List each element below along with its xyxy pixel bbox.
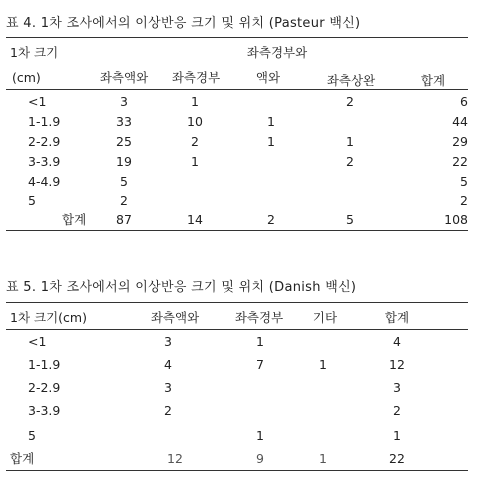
table5-total-label: 합계: [10, 451, 35, 466]
table4-cell: 2: [346, 154, 354, 169]
table5-cell: 12: [389, 357, 405, 372]
table4-header-size-unit: (cm): [12, 70, 41, 85]
table4-cell: 87: [116, 212, 132, 227]
table5-header-col-3: 기타: [312, 310, 338, 325]
table4-cell: 3: [120, 94, 128, 109]
table4-cell: 2: [346, 94, 354, 109]
table4-cell: 108: [444, 212, 468, 227]
table5-header-col-4: 합계: [384, 310, 410, 325]
table4-top-rule: [6, 37, 468, 38]
table5-cell: 4: [164, 357, 172, 372]
table4-cell: 19: [116, 154, 132, 169]
table4-cell: 5: [346, 212, 354, 227]
table4-cell: 1: [267, 134, 275, 149]
table5-top-rule: [6, 302, 468, 303]
table5-header-size: 1차 크기(cm): [10, 310, 87, 325]
table4-title: 표 4. 1차 조사에서의 이상반응 크기 및 위치 (Pasteur 백신): [6, 16, 361, 31]
table5-cell: 2: [164, 403, 172, 418]
table4-cell: 1: [191, 94, 199, 109]
table4-cell: 10: [187, 114, 203, 129]
table5-cell: 9: [256, 451, 264, 466]
table4-header-col-4: 좌측상완: [326, 73, 376, 88]
table4-cell: 1: [267, 114, 275, 129]
table4-cell: 14: [187, 212, 203, 227]
table4-cell: 5: [460, 174, 468, 189]
table5-row-label: 1-1.9: [28, 357, 61, 372]
table5-cell: 4: [393, 334, 401, 349]
table4-cell: 44: [452, 114, 468, 129]
table4-row-label: 3-3.9: [28, 154, 61, 169]
table5-cell: 7: [256, 357, 264, 372]
table4-header-col-5: 합계: [420, 73, 446, 88]
table5-cell: 12: [167, 451, 183, 466]
table5-cell: 1: [256, 428, 264, 443]
table4-cell: 1: [346, 134, 354, 149]
table4-cell: 25: [116, 134, 132, 149]
table5-cell: 3: [164, 334, 172, 349]
table4-cell: 22: [452, 154, 468, 169]
table5-title: 표 5. 1차 조사에서의 이상반응 크기 및 위치 (Danish 백신): [6, 280, 357, 295]
table5-cell: 2: [393, 403, 401, 418]
table4-row-label: 1-1.9: [28, 114, 61, 129]
table5-cell: 22: [389, 451, 405, 466]
table5-header-col-2: 좌측경부: [234, 310, 284, 325]
table5-row-label: 2-2.9: [28, 380, 61, 395]
table4-cell: 29: [452, 134, 468, 149]
table5-cell: 1: [319, 451, 327, 466]
table4-row-label: 5: [28, 193, 36, 208]
table4-total-label: 합계: [62, 212, 87, 227]
table4-cell: 2: [460, 193, 468, 208]
table4-cell: 2: [267, 212, 275, 227]
table5-cell: 1: [393, 428, 401, 443]
table5-row-label: 5: [28, 428, 36, 443]
table4-cell: 1: [191, 154, 199, 169]
table5-cell: 1: [319, 357, 327, 372]
table5-header-col-1: 좌측액와: [150, 310, 200, 325]
table4-header-group: 좌측경부와: [246, 45, 308, 60]
table4-bottom-rule: [6, 230, 468, 231]
table5-row-label: 3-3.9: [28, 403, 61, 418]
table4-header-col-2: 좌측경부: [171, 70, 221, 85]
table4-header-rule: [6, 89, 468, 90]
table5-cell: 1: [256, 334, 264, 349]
table4-cell: 2: [120, 193, 128, 208]
table5-cell: 3: [164, 380, 172, 395]
table4-header-col-3: 액와: [255, 70, 281, 85]
table4-cell: 6: [460, 94, 468, 109]
table4-header-size: 1차 크기: [10, 45, 59, 60]
table4-cell: 2: [191, 134, 199, 149]
table5-row-label: <1: [28, 334, 47, 349]
table4-header-col-1: 좌측액와: [99, 70, 149, 85]
table4-row-label: 4-4.9: [28, 174, 61, 189]
table4-cell: 33: [116, 114, 132, 129]
table5-cell: 3: [393, 380, 401, 395]
table4-row-label: 2-2.9: [28, 134, 61, 149]
table5-header-rule: [6, 329, 468, 330]
table4-cell: 5: [120, 174, 128, 189]
table5-bottom-rule: [6, 470, 468, 471]
table4-row-label: <1: [28, 94, 47, 109]
